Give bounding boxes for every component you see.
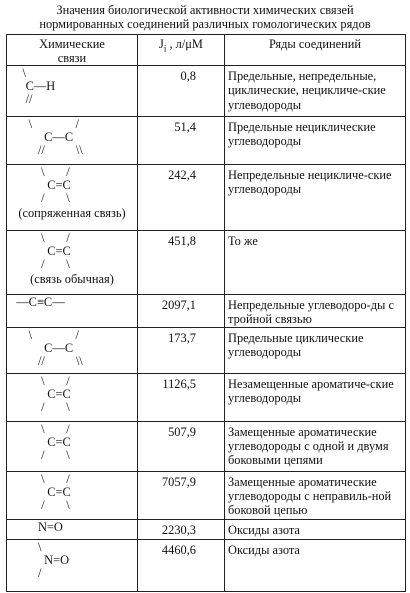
bond-formula: \ / C—C // \\ xyxy=(28,117,83,158)
series-description: Непредельные углеводоро-ды с тройной связью xyxy=(225,295,406,328)
series-description: Замещенные ароматические углеводороды с одной и двумя боковыми цепями xyxy=(225,421,406,471)
header-activity xyxy=(138,35,225,66)
series-description: Оксиды азота xyxy=(225,519,406,539)
activity-value: 51,4 xyxy=(138,117,225,165)
table-row xyxy=(7,471,406,519)
bond-formula: \ / C—C // \\ xyxy=(28,327,83,368)
table-row xyxy=(7,373,406,421)
activity-value: 2230,3 xyxy=(138,519,225,539)
series-description: Предельные циклические углеводороды xyxy=(225,327,406,373)
activity-value: 4460,6 xyxy=(138,539,225,591)
series-description: Замещенные ароматические углеводороды с неправиль-ной боковой цепью xyxy=(225,471,406,519)
series-description: Незамещенные ароматиче-ские углеводороды xyxy=(225,373,406,421)
bond-cell xyxy=(7,295,138,328)
bond-formula: \ C—H // xyxy=(22,66,56,107)
caption-line-1: Значения биологической активности химических связей xyxy=(56,3,354,17)
bond-cell xyxy=(7,165,138,231)
table-row xyxy=(7,519,406,539)
activity-value: 2097,1 xyxy=(138,295,225,328)
caption-line-2: нормированных соединений различных гомологических рядов xyxy=(39,17,371,31)
series-description: Предельные, непредельные, циклические, нецикличе-ские углеводороды xyxy=(225,66,406,117)
header-activity-sub: i xyxy=(163,43,167,54)
header-activity-symbol: J xyxy=(159,37,164,51)
table-row xyxy=(7,231,406,295)
header-activity-unit: , л/μM xyxy=(166,37,203,51)
table-row xyxy=(7,165,406,231)
table-row xyxy=(7,327,406,373)
bond-note: (связь обычная) xyxy=(30,271,114,286)
bond-formula: \ / C=C / \ xyxy=(41,373,71,414)
table-caption xyxy=(0,3,410,31)
bond-activity-table xyxy=(6,34,406,592)
table-header-row xyxy=(7,35,406,66)
bond-formula: \ / C=C / \ xyxy=(41,421,71,462)
table-row xyxy=(7,295,406,328)
bond-cell xyxy=(7,231,138,295)
table-row xyxy=(7,539,406,591)
table-row xyxy=(7,66,406,117)
table-row xyxy=(7,117,406,165)
bond-cell xyxy=(7,471,138,519)
bond-formula: \ / C=C / \ xyxy=(41,231,71,272)
bond-formula: \ N=O / xyxy=(37,539,70,580)
series-description: Непредельные нецикличе-ские углеводороды xyxy=(225,165,406,231)
activity-value: 0,8 xyxy=(138,66,225,117)
bond-formula: N=O xyxy=(7,519,63,534)
bond-cell xyxy=(7,327,138,373)
activity-value: 1126,5 xyxy=(138,373,225,421)
bond-cell xyxy=(7,117,138,165)
bond-cell xyxy=(7,519,138,539)
series-description: Предельные нециклические углеводороды xyxy=(225,117,406,165)
bond-formula: \ / C=C / \ xyxy=(41,471,71,512)
header-bonds-label: Химические связи xyxy=(39,37,105,65)
table-row xyxy=(7,421,406,471)
header-bonds xyxy=(7,35,138,66)
bond-formula: —C≡C— xyxy=(7,295,65,309)
activity-value: 242,4 xyxy=(138,165,225,231)
activity-value: 507,9 xyxy=(138,421,225,471)
bond-cell xyxy=(7,539,138,591)
activity-value: 7057,9 xyxy=(138,471,225,519)
bond-cell xyxy=(7,421,138,471)
activity-value: 451,8 xyxy=(138,231,225,295)
bond-formula: \ / C=C / \ xyxy=(41,165,71,206)
header-series: Ряды соединений xyxy=(225,35,406,66)
series-description: Оксиды азота xyxy=(225,539,406,591)
activity-value: 173,7 xyxy=(138,327,225,373)
table-body xyxy=(7,66,406,592)
bond-cell xyxy=(7,66,138,117)
bond-note: (сопряженная связь) xyxy=(18,205,126,220)
bond-cell xyxy=(7,373,138,421)
series-description: То же xyxy=(225,231,406,295)
